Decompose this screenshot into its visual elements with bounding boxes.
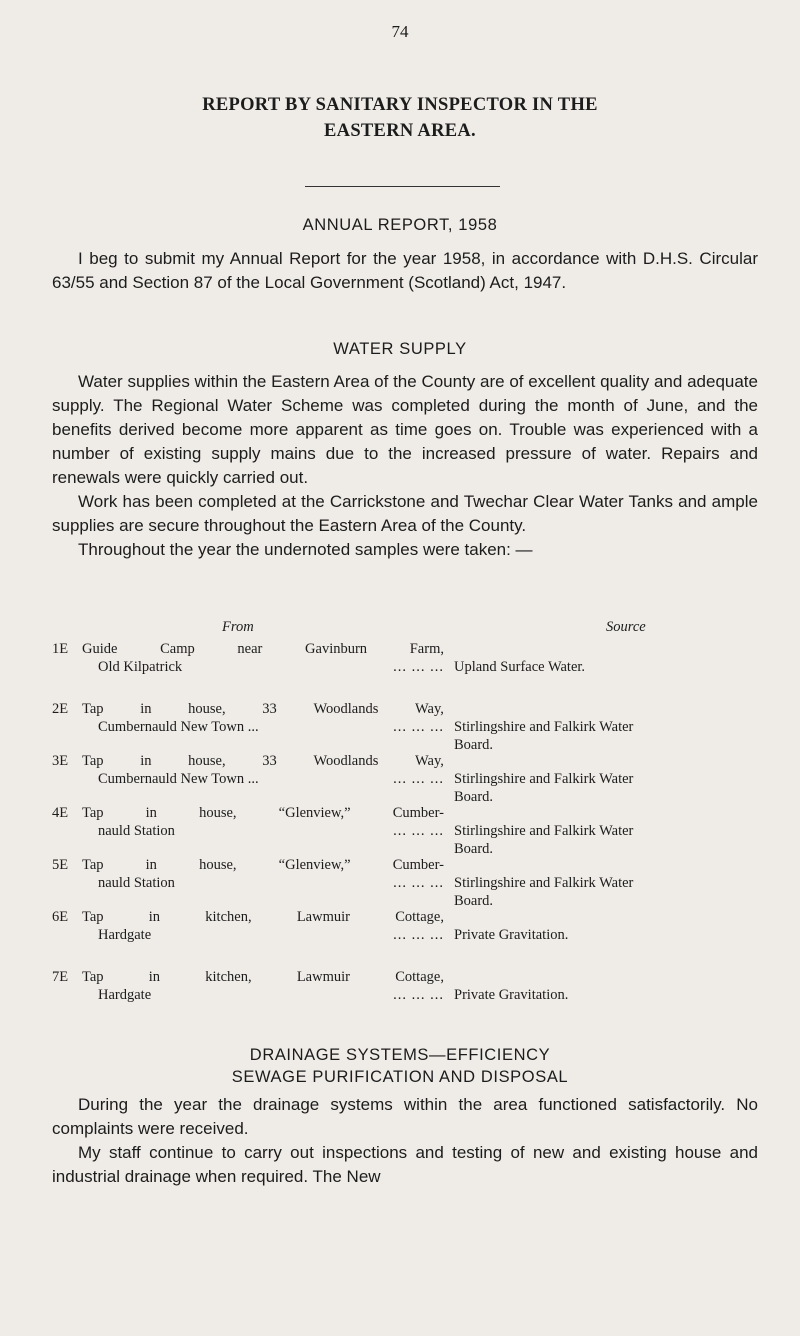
- from-word: in: [148, 909, 161, 925]
- sample-source: [454, 822, 772, 858]
- from-word: in: [145, 805, 157, 821]
- sample-from: [82, 752, 474, 788]
- sample-number: 7E: [52, 969, 69, 985]
- water-supply-section: [52, 370, 758, 562]
- sample-number: 1E: [52, 641, 69, 657]
- drainage-paragraph-1: During the year the drainage systems within the area functioned satisfactorily. No complaints were received.: [52, 1095, 758, 1138]
- from-word: Camp: [160, 641, 195, 657]
- from-word: kitchen,: [205, 969, 252, 985]
- from-location: Hardgate: [98, 987, 152, 1003]
- intro-paragraph: [52, 247, 758, 295]
- from-word: Cottage,: [395, 969, 444, 985]
- sample-from: [82, 968, 474, 1004]
- sample-number: 6E: [52, 909, 69, 925]
- from-word: Woodlands: [313, 701, 379, 717]
- from-location: Hardgate: [98, 927, 152, 943]
- from-location: nauld Station: [98, 823, 175, 839]
- from-word: house,: [188, 753, 226, 769]
- leader-dots: ... ... ...: [393, 659, 444, 675]
- source-line-1: Stirlingshire and Falkirk Water: [454, 823, 634, 839]
- leader-dots: ... ... ...: [393, 823, 444, 839]
- source-line-1: Upland Surface Water.: [454, 659, 586, 675]
- from-word: Farm,: [409, 641, 444, 657]
- drainage-heading: [0, 1044, 800, 1088]
- sample-from: [82, 640, 474, 676]
- sample-number: 4E: [52, 805, 69, 821]
- source-line-1: Private Gravitation.: [454, 927, 569, 943]
- from-location: Cumbernauld New Town ...: [98, 719, 259, 735]
- from-word: 33: [262, 753, 277, 769]
- sample-from: [82, 856, 474, 892]
- source-line-1: Stirlingshire and Falkirk Water: [454, 771, 634, 787]
- from-word: in: [140, 701, 152, 717]
- from-word: house,: [199, 857, 237, 873]
- leader-dots: ... ... ...: [393, 987, 444, 1003]
- from-word: house,: [199, 805, 237, 821]
- from-word: house,: [188, 701, 226, 717]
- report-title-line-2: EASTERN AREA.: [324, 121, 476, 141]
- from-word: “Glenview,”: [278, 857, 351, 873]
- from-word: Tap: [82, 969, 104, 985]
- from-location: Old Kilpatrick: [98, 659, 183, 675]
- from-word: Guide: [82, 641, 118, 657]
- from-word: in: [140, 753, 152, 769]
- from-word: Tap: [82, 701, 104, 717]
- sample-source: [454, 986, 772, 1004]
- report-title-line-1: REPORT BY SANITARY INSPECTOR IN THE: [202, 95, 598, 115]
- drainage-section: [52, 1093, 758, 1189]
- source-line-2: Board.: [454, 737, 494, 753]
- sample-number: 2E: [52, 701, 69, 717]
- from-word: 33: [262, 701, 277, 717]
- from-location: Cumbernauld New Town ...: [98, 771, 259, 787]
- annual-report-heading: ANNUAL REPORT, 1958: [302, 216, 498, 234]
- source-line-2: Board.: [454, 841, 494, 857]
- from-word: Tap: [82, 753, 104, 769]
- title-divider: [305, 186, 500, 187]
- from-word: Way,: [415, 701, 444, 717]
- from-word: Woodlands: [313, 753, 379, 769]
- from-word: Lawmuir: [296, 909, 350, 925]
- from-word: near: [237, 641, 263, 657]
- sample-source: [454, 718, 772, 754]
- source-line-1: Stirlingshire and Falkirk Water: [454, 719, 634, 735]
- drainage-paragraph-2: My staff continue to carry out inspections and testing of new and existing house and industrial drainage when required. The New: [52, 1143, 758, 1186]
- leader-dots: ... ... ...: [393, 875, 444, 891]
- sample-from: [82, 908, 474, 944]
- from-word: Cumber-: [392, 805, 444, 821]
- page-number: 74: [391, 22, 409, 41]
- leader-dots: ... ... ...: [393, 719, 444, 735]
- water-paragraph-2: Work has been completed at the Carrickstone and Twechar Clear Water Tanks and ample supplies are secure throughout the Eastern Area of the County.: [52, 492, 758, 535]
- sample-source: [454, 874, 772, 910]
- source-line-2: Board.: [454, 893, 494, 909]
- sample-from: [82, 700, 474, 736]
- report-title: [0, 92, 800, 144]
- sample-from: [82, 804, 474, 840]
- from-word: Tap: [82, 805, 104, 821]
- leader-dots: ... ... ...: [393, 771, 444, 787]
- leader-dots: ... ... ...: [393, 927, 444, 943]
- sample-source: [454, 770, 772, 806]
- from-word: Tap: [82, 909, 104, 925]
- from-word: in: [145, 857, 157, 873]
- source-line-1: Private Gravitation.: [454, 987, 569, 1003]
- source-line-2: Board.: [454, 789, 494, 805]
- from-word: Gavinburn: [305, 641, 368, 657]
- from-word: kitchen,: [205, 909, 252, 925]
- water-supply-heading: WATER SUPPLY: [333, 340, 467, 358]
- column-header-source: Source: [606, 619, 646, 635]
- intro-text: I beg to submit my Annual Report for the year 1958, in accordance with D.H.S. Circular 63/55 and Section 87 of the Local Government (Scotland) Act, 1947.: [52, 249, 758, 292]
- from-word: Cottage,: [395, 909, 444, 925]
- from-location: nauld Station: [98, 875, 175, 891]
- from-word: Lawmuir: [296, 969, 350, 985]
- column-header-from: From: [222, 619, 254, 635]
- water-paragraph-1: Water supplies within the Eastern Area of the County are of excellent quality and adequate supply. The Regional Water Scheme was completed during the month of June, and the benefits derived become more apparent as time goes on. Trouble was experienced with a number of existing supply mains due to the increased pressure of water. Repairs and renewals were quickly carried out.: [52, 372, 758, 487]
- from-word: in: [148, 969, 161, 985]
- from-word: Way,: [415, 753, 444, 769]
- from-word: Tap: [82, 857, 104, 873]
- drainage-heading-line-2: SEWAGE PURIFICATION AND DISPOSAL: [231, 1068, 569, 1086]
- water-paragraph-3: Throughout the year the undernoted samples were taken: —: [78, 540, 533, 559]
- from-word: Cumber-: [392, 857, 444, 873]
- sample-source: [454, 658, 772, 676]
- sample-source: [454, 926, 772, 944]
- sample-number: 3E: [52, 753, 69, 769]
- source-line-1: Stirlingshire and Falkirk Water: [454, 875, 634, 891]
- from-word: “Glenview,”: [278, 805, 351, 821]
- drainage-heading-line-1: DRAINAGE SYSTEMS—EFFICIENCY: [249, 1046, 551, 1064]
- sample-number: 5E: [52, 857, 69, 873]
